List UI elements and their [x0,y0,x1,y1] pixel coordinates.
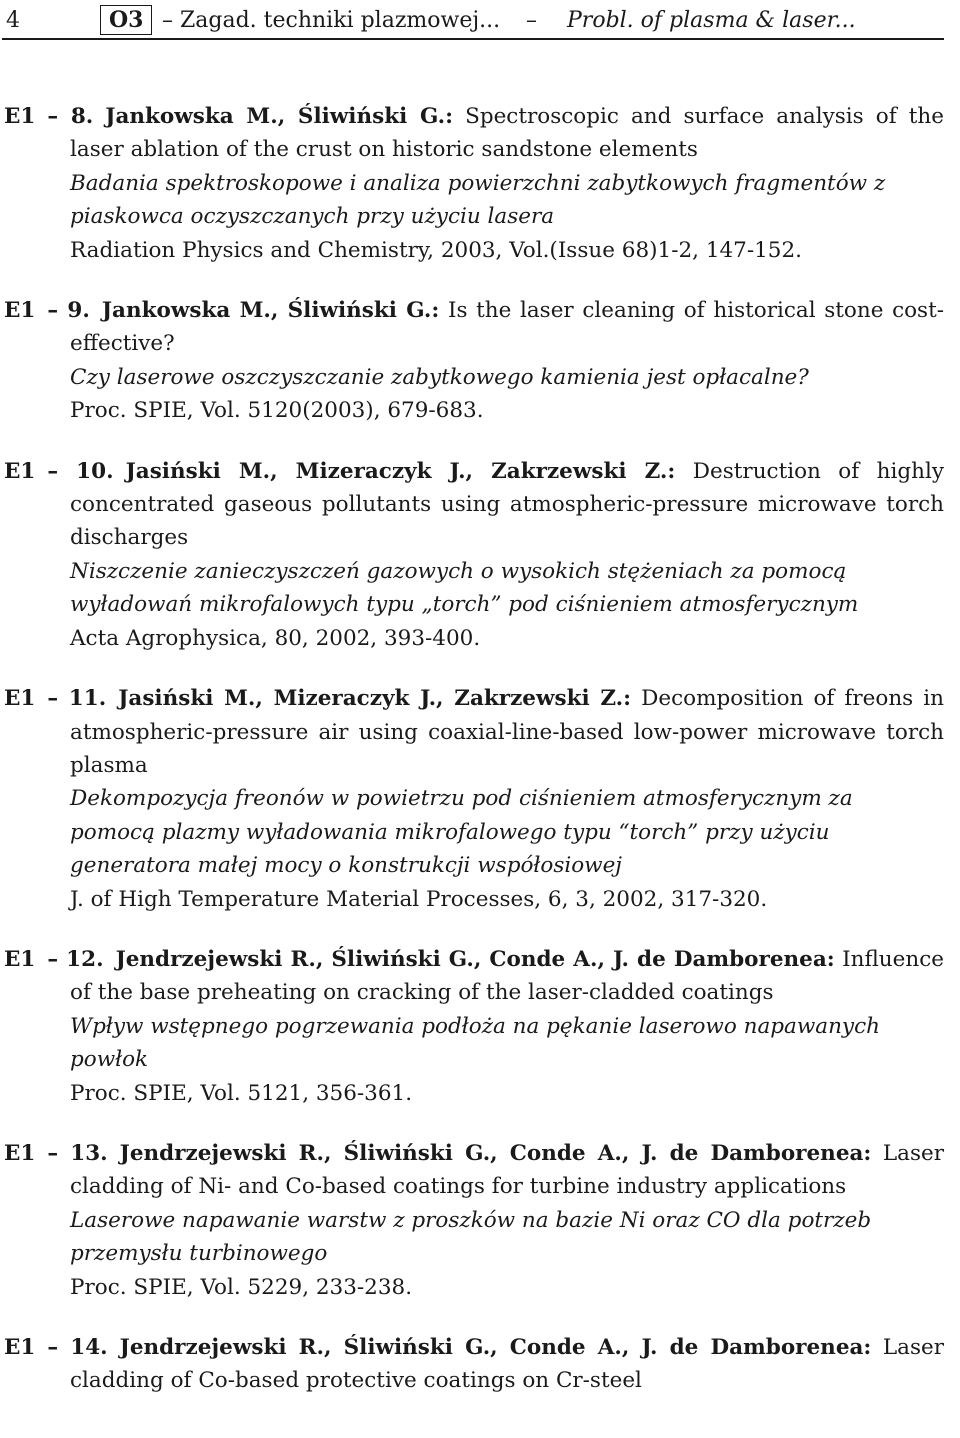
entry-heading-line [0,100,944,167]
entry-heading-line [0,1331,944,1398]
entry-tag: E1 [4,686,36,712]
entry-source: Radiation Physics and Chemistry, 2003, Vol.(Issue 68)1-2, 147-152. [70,237,802,263]
entry-heading-line [0,1137,944,1204]
entry-title-pl: Badania spektroskopowe i analiza powierzchni zabytkowych fragmentów z piaskowca oczyszczanych przy użyciu lasera [70,170,886,230]
entry-authors: Jankowska M., Śliwiński G.: [105,104,454,129]
running-title-pl: – Zagad. techniki plazmowej... [162,8,501,33]
entry-number: – 14. [47,1335,108,1360]
page-header [0,0,944,40]
entry-title-en: Laser cladding of Ni- and Co-based coatings for turbine industry applications [70,1140,944,1200]
entry-number: – 10. [47,458,114,484]
entry-heading-line [0,682,944,782]
entry-tag: E1 [4,1140,36,1166]
entry-number: – 9. [47,298,90,324]
entry-tag: E1 [4,458,36,484]
entry-title-pl: Wpływ wstępnego pogrzewania podłoża na pękanie laserowo napawanych powłok [70,1013,880,1073]
section-badge: O3 [100,5,152,35]
entry-authors: Jasiński M., Mizeraczyk J., Zakrzewski Z.: [118,686,632,712]
entry-title-en: Is the laser cleaning of historical stone cost-effective? [70,298,944,357]
entry-authors: Jendrzejewski R., Śliwiński G., Conde A., J. de Damborenea: [119,1140,872,1166]
entry-title-en: Influence of the base preheating on cracking of the laser-cladded coatings [70,946,944,1006]
entry-title-en: Decomposition of freons in atmospheric-pressure air using coaxial-line-based low-power microwave torch plasma [70,686,944,778]
entry-tag: E1 [4,298,36,324]
publication-entry [0,943,944,1110]
entry-heading-line [0,943,944,1010]
entry-title-pl: Niszczenie zanieczyszczeń gazowych o wysokich stężeniach za pomocą wyładowań mikrofalowych typu „torch” pod ciśnieniem atmosferycznym [70,558,859,618]
entry-tag: E1 [4,1335,36,1360]
entry-authors: Jankowska M., Śliwiński G.: [101,298,440,324]
publication-entry [0,1137,944,1304]
entry-source: Acta Agrophysica, 80, 2002, 393-400. [70,625,481,651]
entry-number: – 11. [47,686,107,712]
entry-tag: E1 [4,104,36,129]
entry-source: Proc. SPIE, Vol. 5121, 356-361. [70,1080,413,1106]
entry-number: – 8. [47,104,94,129]
entry-source: J. of High Temperature Material Processes, 6, 3, 2002, 317-320. [70,886,768,912]
entry-heading-line [0,455,944,555]
entry-heading-line [0,294,944,361]
publication-entry [0,455,944,655]
entry-authors: Jasiński M., Mizeraczyk J., Zakrzewski Z.: [125,458,676,484]
entry-authors: Jendrzejewski R., Śliwiński G., Conde A., J. de Damborenea: [115,946,835,972]
entry-title-en: Laser cladding of Co-based protective coatings on Cr-steel [70,1335,944,1394]
entry-authors: Jendrzejewski R., Śliwiński G., Conde A., J. de Damborenea: [119,1335,872,1360]
publication-entry [0,294,944,428]
publication-entry [0,100,944,267]
entry-title-pl: Dekompozycja freonów w powietrzu pod ciśnieniem atmosferycznym za pomocą plazmy wyładowania mikrofalowego typu “torch” przy użyciu generatora małej mocy o konstrukcji współosiowej [70,786,853,879]
entry-number: – 13. [47,1140,108,1166]
header-rule [2,38,944,40]
entry-source: Proc. SPIE, Vol. 5229, 233-238. [70,1274,413,1300]
entry-number: – 12. [47,946,104,972]
publication-entry [0,682,944,916]
publication-entry [0,1331,944,1398]
entry-title-en: Destruction of highly concentrated gaseous pollutants using atmospheric-pressure microwave torch discharges [70,458,944,551]
entry-tag: E1 [4,946,36,972]
entry-title-pl: Czy laserowe oszczyszczanie zabytkowego kamienia jest opłacalne? [70,364,809,390]
running-title-en: Probl. of plasma & laser... [567,8,856,33]
entry-title-en: Spectroscopic and surface analysis of the laser ablation of the crust on historic sandstone elements [70,104,944,163]
page-number: 4 [6,8,20,33]
running-title-separator: – [526,8,537,33]
publication-list [0,100,944,1425]
entry-title-pl: Laserowe napawanie warstw z proszków na bazie Ni oraz CO dla potrzeb przemysłu turbinowego [70,1207,872,1267]
entry-source: Proc. SPIE, Vol. 5120(2003), 679-683. [70,398,484,424]
